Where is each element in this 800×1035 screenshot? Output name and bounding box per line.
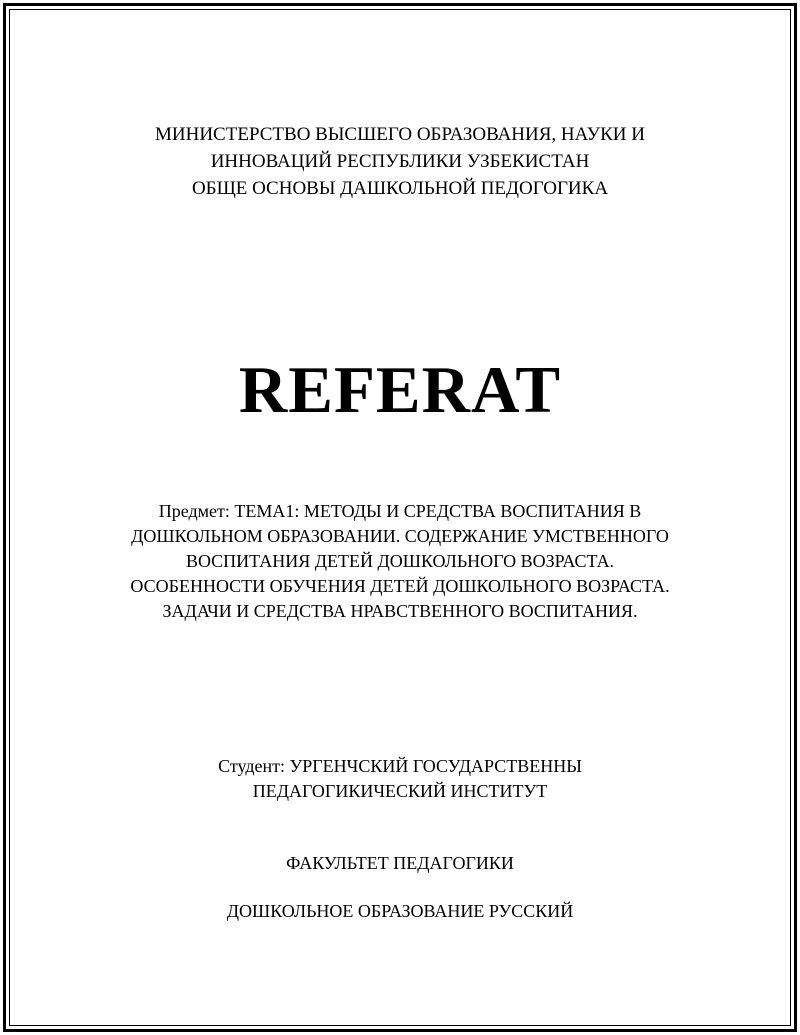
subject-line-5: ЗАДАЧИ И СРЕДСТВА НРАВСТВЕННОГО ВОСПИТАНИЯ. [162,601,638,621]
student-block [0,754,800,804]
student-line-1: Студент: УРГЕНЧСКИЙ ГОСУДАРСТВЕННЫ [218,756,582,776]
ministry-line-3: ОБЩЕ ОСНОВЫ ДАШКОЛЬНОЙ ПЕДОГОГИКА [191,178,609,199]
ministry-header [0,121,800,202]
subject-block [0,499,800,624]
student-line-2: ПЕДАГОГИКИЧЕСКИЙ ИНСТИТУТ [252,781,548,801]
subject-line-4: ОСОБЕННОСТИ ОБУЧЕНИЯ ДЕТЕЙ ДОШКОЛЬНОГО ВОЗРАСТА. [130,576,670,596]
ministry-line-1: МИНИСТЕРСТВО ВЫСШЕГО ОБРАЗОВАНИЯ, НАУКИ И [155,124,645,145]
program-line: ДОШКОЛЬНОЕ ОБРАЗОВАНИЕ РУССКИЙ [226,901,574,921]
ministry-line-2: ИННОВАЦИЙ РЕСПУБЛИКИ УЗБЕКИСТАН [210,151,590,172]
document-title: REFERAT [238,353,562,427]
subject-line-3: ВОСПИТАНИЯ ДЕТЕЙ ДОШКОЛЬНОГО ВОЗРАСТА. [185,551,615,571]
faculty-line: ФАКУЛЬТЕТ ПЕДАГОГИКИ [286,853,514,873]
subject-line-2: ДОШКОЛЬНОМ ОБРАЗОВАНИИ. СОДЕРЖАНИЕ УМСТВЕННОГО [131,526,669,546]
subject-line-1: Предмет: ТЕМА1: МЕТОДЫ И СРЕДСТВА ВОСПИТАНИЯ В [158,501,642,521]
